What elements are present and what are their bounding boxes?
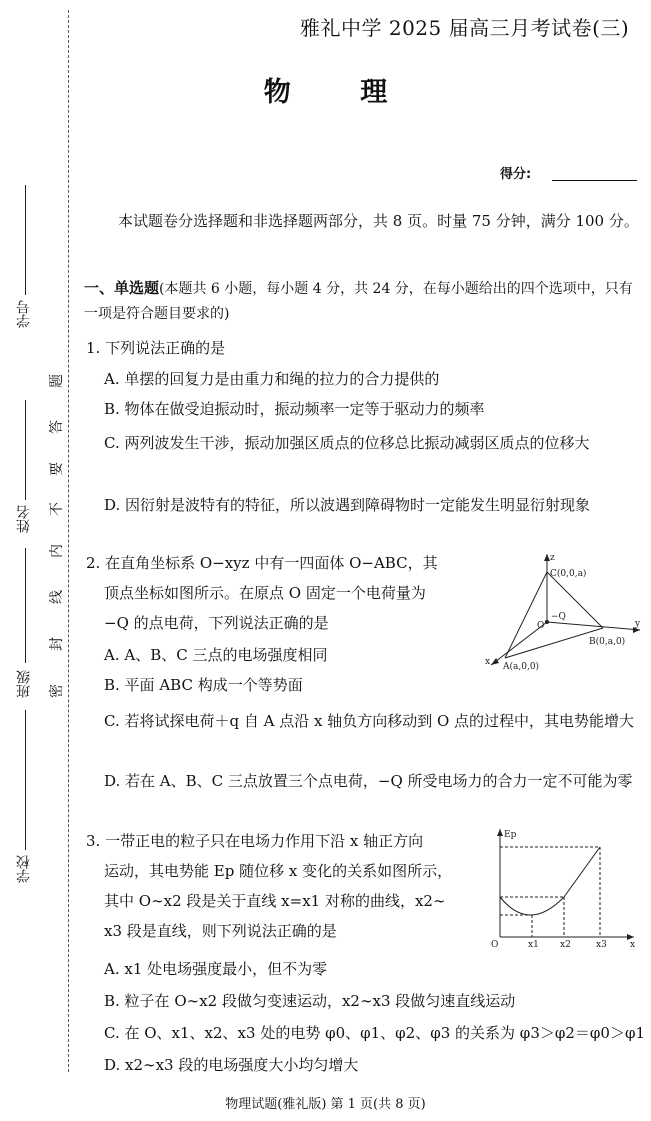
school-blank [25, 710, 26, 850]
q1-option-a: A. 单摆的回复力是由重力和绳的拉力的合力提供的 [104, 370, 440, 388]
q1-option-d: D. 因衍射是波特有的特征，所以波遇到障碍物时一定能发生明显衍射现象 [104, 496, 591, 514]
label-charge: −Q [551, 612, 566, 622]
subject-title: 物 理 [263, 77, 418, 108]
question-2-stem-line-3: −Q 的点电荷，下列说法正确的是 [104, 614, 329, 632]
section-note: (本题共 6 小题，每小题 4 分，共 24 分，在每小题给出的四个选项中，只有一项是符合题目要求的) [84, 281, 633, 322]
seal-char: 封 [49, 637, 65, 651]
page-footer: 物理试题(雅礼版) 第 1 页(共 8 页) [225, 1097, 426, 1112]
y-axis [547, 622, 640, 630]
question-1-stem: 1. 下列说法正确的是 [86, 339, 226, 357]
label-o: O [537, 621, 545, 631]
label-x2: x2 [560, 940, 571, 950]
question-2-stem-line-2: 顶点坐标如图所示。在原点 O 固定一个电荷量为 [104, 584, 426, 602]
label-a: A(a,0,0) [503, 662, 540, 672]
label-x1: x1 [528, 940, 539, 950]
q2-option-c: C. 若将试探电荷＋q 自 A 点沿 x 轴负方向移动到 O 点的过程中，其电势能增大 [104, 712, 635, 730]
q2-option-a: A. A、B、C 三点的电场强度相同 [104, 646, 328, 664]
exam-title: 雅礼中学 2025 届高三月考试卷(三) [300, 16, 630, 40]
q1-option-b: B. 物体在做受迫振动时，振动频率一定等于驱动力的频率 [104, 400, 485, 418]
label-name: 姓名 [16, 505, 32, 533]
q2-option-d: D. 若在 A、B、C 三点放置三个点电荷，−Q 所受电场力的合力一定不可能为零 [104, 772, 633, 790]
binding-dashed-line [68, 10, 69, 1072]
question-3-stem-line-1: 3. 一带正电的粒子只在电场力作用下沿 x 轴正方向 [86, 832, 424, 850]
name-blank [25, 400, 26, 500]
seal-char: 不 [49, 502, 65, 516]
q1-option-c: C. 两列波发生干涉，振动加强区质点的位移总比振动减弱区质点的位移大 [104, 434, 590, 452]
score-label: 得分: [500, 167, 532, 182]
seal-char: 答 [49, 420, 65, 434]
seal-char: 线 [49, 590, 65, 604]
label-ep: Ep [504, 830, 517, 840]
seal-char: 密 [49, 684, 65, 698]
student-id-blank [25, 185, 26, 295]
section-heading [84, 276, 640, 327]
class-blank [25, 548, 26, 663]
q3-option-a: A. x1 处电场强度最小，但不为零 [104, 960, 328, 978]
section-title: 一、单选题 [84, 279, 160, 297]
label-y: y [635, 619, 641, 629]
potential-energy-graph [488, 825, 638, 950]
label-b: B(0,a,0) [589, 637, 626, 647]
label-x: x [630, 940, 636, 950]
label-origin: O [491, 940, 499, 950]
edge-ca [505, 572, 547, 658]
ep-curve [500, 897, 564, 915]
exam-intro: 本试题卷分选择题和非选择题两部分，共 8 页。时量 75 分钟，满分 100 分。 [118, 212, 639, 230]
question-3-stem-line-2: 运动，其电势能 Ep 随位移 x 变化的关系如图所示， [104, 862, 453, 880]
tetrahedron-figure [485, 552, 645, 672]
ep-straight-segment [564, 847, 600, 897]
q2-option-b: B. 平面 ABC 构成一个等势面 [104, 676, 303, 694]
label-school: 学校 [16, 855, 32, 883]
label-c: C(0,0,a) [550, 569, 587, 579]
question-2-stem-line-1: 2. 在直角坐标系 O−xyz 中有一四面体 O−ABC，其 [86, 554, 438, 572]
q3-option-d: D. x2∼x3 段的电场强度大小均匀增大 [104, 1056, 359, 1074]
seal-char: 要 [49, 462, 65, 476]
seal-char: 题 [49, 374, 65, 388]
seal-char: 内 [49, 544, 65, 558]
label-class: 班级 [16, 670, 32, 698]
q3-option-b: B. 粒子在 O∼x2 段做匀变速运动，x2∼x3 段做匀速直线运动 [104, 992, 516, 1010]
question-3-stem-line-4: x3 段是直线，则下列说法正确的是 [104, 922, 337, 940]
label-x3: x3 [596, 940, 607, 950]
label-student-id: 学号 [16, 300, 32, 328]
question-3-stem-line-3: 其中 O∼x2 段是关于直线 x=x1 对称的曲线，x2∼ [104, 892, 446, 910]
q3-option-c: C. 在 O、x1、x2、x3 处的电势 φ0、φ1、φ2、φ3 的关系为 φ3＞φ2＝φ0＞φ1 [104, 1024, 645, 1042]
label-x: x [485, 657, 491, 667]
label-z: z [550, 553, 555, 563]
score-blank [552, 180, 637, 181]
